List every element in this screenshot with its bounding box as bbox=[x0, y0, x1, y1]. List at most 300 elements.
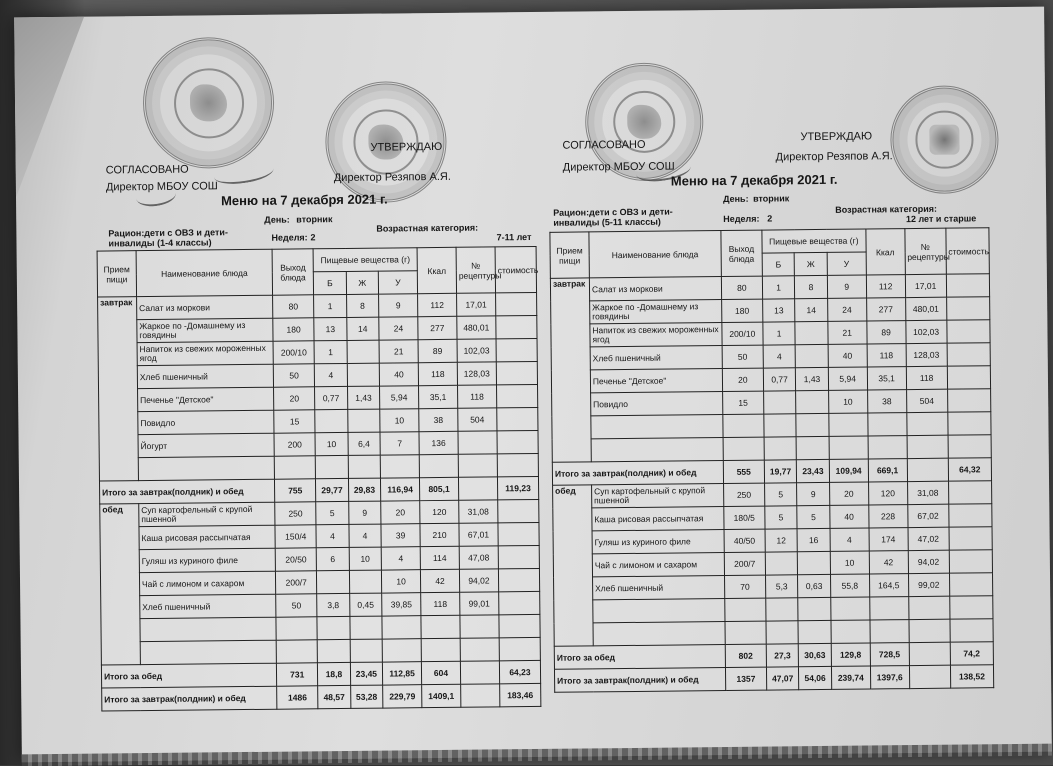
dish-name-cell: Хлеб пшеничный bbox=[590, 346, 722, 370]
week-value: 2 bbox=[767, 213, 773, 224]
total-label: Итого за обед bbox=[554, 645, 725, 670]
kcal-cell: 112 bbox=[866, 275, 905, 298]
col-header-cost: стоимость bbox=[946, 228, 990, 274]
recipe-cell bbox=[460, 661, 499, 684]
confirm-label: УТВЕРЖДАЮ bbox=[370, 140, 443, 154]
cost-cell bbox=[497, 407, 538, 430]
fat-cell bbox=[349, 570, 382, 593]
protein-cell: 1 bbox=[763, 322, 796, 345]
cost-cell bbox=[498, 522, 539, 545]
dish-name-cell: Повидло bbox=[138, 410, 274, 434]
fat-cell bbox=[347, 409, 380, 432]
protein-cell bbox=[315, 409, 348, 432]
protein-cell bbox=[315, 455, 348, 478]
recipe-cell bbox=[909, 665, 950, 688]
protein-cell: 4 bbox=[314, 363, 347, 386]
col-header-protein: Б bbox=[314, 271, 347, 294]
meal-section-label: завтрак bbox=[98, 297, 139, 481]
kcal-cell: 1397,6 bbox=[870, 666, 909, 689]
kcal-cell: 174 bbox=[869, 528, 908, 551]
yield-cell: 755 bbox=[275, 479, 316, 502]
kcal-cell bbox=[421, 638, 460, 661]
carb-cell: 40 bbox=[830, 505, 869, 528]
dish-name-cell: Жаркое по -Домашнему из говядины bbox=[137, 318, 273, 342]
kcal-cell: 277 bbox=[866, 298, 905, 321]
protein-cell bbox=[317, 616, 350, 639]
fat-cell: 54,06 bbox=[799, 666, 832, 689]
yield-cell: 180 bbox=[273, 318, 314, 341]
recipe-cell: 99,01 bbox=[460, 592, 499, 615]
carb-cell: 39,85 bbox=[382, 593, 421, 616]
cost-cell: 183,46 bbox=[499, 683, 540, 706]
recipe-cell: 17,01 bbox=[905, 274, 946, 297]
age-value: 12 лет и старше bbox=[905, 213, 977, 225]
yield-cell: 200/10 bbox=[722, 322, 763, 345]
col-header-carb: У bbox=[827, 252, 866, 275]
dish-name-cell: Йогурт bbox=[138, 433, 274, 457]
dish-name-cell: Жаркое по -Домашнему из говядины bbox=[590, 300, 722, 324]
fat-cell: 5 bbox=[797, 505, 830, 528]
recipe-cell: 94,02 bbox=[459, 569, 498, 592]
protein-cell bbox=[764, 414, 797, 437]
recipe-cell bbox=[461, 684, 500, 707]
dish-name-cell: Гуляш из куриного филе bbox=[139, 548, 275, 572]
confirm-by: Директор Резяпов А.Я. bbox=[775, 150, 893, 164]
yield-cell: 200/7 bbox=[724, 552, 765, 575]
fat-cell bbox=[347, 340, 380, 363]
recipe-cell: 47,08 bbox=[459, 546, 498, 569]
kcal-cell: 210 bbox=[420, 523, 459, 546]
kcal-cell: 228 bbox=[868, 505, 907, 528]
approved-by: Директор МБОУ СОШ bbox=[105, 180, 218, 194]
col-header-yield: Выход блюда bbox=[721, 230, 763, 276]
yield-cell: 802 bbox=[725, 644, 766, 667]
yield-cell bbox=[276, 617, 317, 640]
carb-cell: 10 bbox=[828, 390, 867, 413]
total-row bbox=[554, 665, 993, 693]
carb-cell bbox=[829, 436, 868, 459]
recipe-cell: 128,03 bbox=[906, 343, 947, 366]
recipe-cell: 99,02 bbox=[908, 573, 949, 596]
kcal-cell: 118 bbox=[418, 362, 457, 385]
protein-cell: 13 bbox=[314, 317, 347, 340]
dish-name-cell bbox=[138, 456, 274, 480]
recipe-cell bbox=[906, 412, 947, 435]
col-header-meal: Прием пищи bbox=[550, 232, 589, 278]
meal-section-label: завтрак bbox=[550, 278, 591, 462]
document-sheet bbox=[14, 7, 1052, 763]
yield-cell bbox=[723, 437, 764, 460]
protein-cell bbox=[766, 621, 799, 644]
col-header-kcal: Ккал bbox=[866, 229, 905, 275]
kcal-cell: 1409,1 bbox=[422, 684, 461, 707]
cost-cell bbox=[949, 527, 993, 550]
header-row bbox=[97, 246, 536, 274]
dish-name-cell: Печенье "Детское" bbox=[137, 387, 273, 411]
kcal-cell: 728,5 bbox=[870, 643, 909, 666]
age-value: 7-11 лет bbox=[496, 232, 532, 243]
cost-cell bbox=[498, 499, 539, 522]
cost-cell bbox=[946, 297, 990, 320]
protein-cell bbox=[763, 391, 796, 414]
cost-cell bbox=[496, 361, 537, 384]
carb-cell: 116,94 bbox=[381, 478, 420, 501]
protein-cell: 0,77 bbox=[315, 386, 348, 409]
carb-cell: 109,94 bbox=[829, 459, 868, 482]
protein-cell: 4 bbox=[763, 345, 796, 368]
yield-cell: 180 bbox=[721, 299, 762, 322]
protein-cell: 19,77 bbox=[764, 460, 797, 483]
ration-label: Рацион:дети с ОВЗ и дети-инвалиды (1-4 классы) bbox=[108, 227, 228, 249]
paper-fold bbox=[14, 17, 86, 198]
cost-cell bbox=[495, 292, 536, 315]
protein-cell: 5 bbox=[764, 483, 797, 506]
col-header-cost: стоимость bbox=[495, 246, 537, 292]
total-label: Итого за завтрак(полдник) и обед bbox=[552, 461, 723, 486]
total-label: Итого за завтрак(полдник) и обед bbox=[99, 479, 274, 504]
carb-cell bbox=[380, 455, 419, 478]
recipe-cell bbox=[458, 431, 497, 454]
yield-cell: 40/50 bbox=[724, 529, 765, 552]
kcal-cell: 35,1 bbox=[419, 385, 458, 408]
recipe-cell bbox=[907, 435, 948, 458]
cost-cell bbox=[946, 274, 990, 297]
day-label: День: bbox=[723, 193, 749, 204]
recipe-cell: 480,01 bbox=[457, 316, 496, 339]
cost-cell: 64,32 bbox=[948, 458, 992, 481]
protein-cell: 27,3 bbox=[766, 644, 799, 667]
kcal-cell: 38 bbox=[419, 408, 458, 431]
menu-table bbox=[97, 246, 542, 712]
yield-cell: 70 bbox=[724, 575, 765, 598]
dish-name-cell: Суп картофельный с крупой пшенной bbox=[139, 502, 275, 526]
kcal-cell bbox=[421, 615, 460, 638]
carb-cell: 20 bbox=[381, 501, 420, 524]
cost-cell bbox=[496, 315, 537, 338]
dish-name-cell: Напиток из свежих мороженных ягод bbox=[137, 341, 273, 365]
cost-cell bbox=[497, 453, 538, 476]
carb-cell: 20 bbox=[829, 482, 868, 505]
total-label: Итого за обед bbox=[101, 663, 276, 688]
kcal-cell: 118 bbox=[421, 592, 460, 615]
dish-name-cell: Гуляш из куриного филе bbox=[592, 530, 724, 554]
menu-title: Меню на 7 декабря 2021 г. bbox=[220, 191, 388, 209]
approved-label: СОГЛАСОВАНО bbox=[562, 138, 646, 152]
col-header-carb: У bbox=[378, 271, 417, 294]
week-value: 2 bbox=[310, 232, 316, 243]
recipe-cell: 128,03 bbox=[457, 362, 496, 385]
cost-cell bbox=[947, 366, 991, 389]
carb-cell: 55,8 bbox=[830, 574, 869, 597]
protein-cell: 10 bbox=[315, 432, 348, 455]
kcal-cell bbox=[868, 413, 907, 436]
col-header-meal: Прием пищи bbox=[97, 251, 136, 297]
recipe-cell: 94,02 bbox=[908, 550, 949, 573]
protein-cell: 13 bbox=[763, 299, 796, 322]
cost-cell bbox=[496, 384, 537, 407]
fat-cell: 10 bbox=[349, 547, 382, 570]
yield-cell: 15 bbox=[722, 391, 763, 414]
recipe-cell: 118 bbox=[457, 385, 496, 408]
cost-cell bbox=[947, 389, 991, 412]
carb-cell: 24 bbox=[379, 317, 418, 340]
col-header-kcal: Ккал bbox=[417, 247, 456, 293]
recipe-cell bbox=[458, 477, 497, 500]
carb-cell bbox=[382, 639, 421, 662]
kcal-cell: 89 bbox=[418, 339, 457, 362]
fat-cell bbox=[798, 620, 831, 643]
dish-name-cell bbox=[140, 640, 276, 664]
recipe-cell: 504 bbox=[458, 408, 497, 431]
cost-cell bbox=[499, 637, 540, 660]
carb-cell: 24 bbox=[827, 298, 866, 321]
recipe-cell bbox=[907, 458, 948, 481]
dish-name-cell: Каша рисовая рассыпчатая bbox=[139, 525, 275, 549]
fat-cell: 8 bbox=[795, 275, 828, 298]
week-label: Неделя: bbox=[271, 232, 308, 243]
approved-label: СОГЛАСОВАНО bbox=[105, 163, 189, 177]
protein-cell: 5 bbox=[316, 501, 349, 524]
protein-cell: 47,07 bbox=[766, 667, 799, 690]
ration-label: Рацион:дети с ОВЗ и дети-инвалиды (5-11 классы) bbox=[553, 206, 673, 228]
yield-cell: 555 bbox=[723, 460, 764, 483]
protein-cell bbox=[317, 570, 350, 593]
total-label: Итого за завтрак(полдник) и обед bbox=[554, 668, 725, 693]
kcal-cell: 120 bbox=[420, 500, 459, 523]
protein-cell: 1 bbox=[314, 294, 347, 317]
dish-name-cell: Чай с лимоном и сахаром bbox=[139, 571, 275, 595]
fat-cell bbox=[796, 436, 829, 459]
kcal-cell: 35,1 bbox=[867, 367, 906, 390]
fat-cell: 0,63 bbox=[798, 574, 831, 597]
yield-cell: 200/10 bbox=[273, 341, 314, 364]
carb-cell: 39 bbox=[381, 524, 420, 547]
dish-name-cell: Салат из моркови bbox=[589, 277, 721, 301]
yield-cell: 200/7 bbox=[276, 571, 317, 594]
yield-cell: 250 bbox=[723, 483, 764, 506]
fat-cell: 14 bbox=[795, 298, 828, 321]
cost-cell bbox=[947, 412, 991, 435]
dish-name-cell: Хлеб пшеничный bbox=[137, 364, 273, 388]
kcal-cell: 42 bbox=[869, 551, 908, 574]
kcal-cell: 42 bbox=[420, 569, 459, 592]
carb-cell: 40 bbox=[379, 363, 418, 386]
kcal-cell bbox=[869, 597, 908, 620]
cost-cell: 74,2 bbox=[950, 642, 994, 665]
carb-cell: 21 bbox=[828, 321, 867, 344]
director-seal-stamp bbox=[890, 85, 999, 194]
day-value: вторник bbox=[296, 214, 333, 225]
cost-cell bbox=[948, 435, 992, 458]
fat-cell bbox=[347, 363, 380, 386]
recipe-cell: 118 bbox=[906, 366, 947, 389]
recipe-cell: 102,03 bbox=[457, 339, 496, 362]
protein-cell: 18,8 bbox=[318, 662, 351, 685]
approved-by: Директор МБОУ СОШ bbox=[562, 160, 675, 174]
recipe-cell: 67,01 bbox=[459, 523, 498, 546]
protein-cell: 5 bbox=[765, 506, 798, 529]
dish-name-cell bbox=[593, 622, 725, 646]
confirm-by: Директор Резяпов А.Я. bbox=[333, 170, 451, 185]
fat-cell bbox=[350, 616, 383, 639]
kcal-cell: 114 bbox=[420, 546, 459, 569]
kcal-cell bbox=[419, 454, 458, 477]
yield-cell: 180/5 bbox=[724, 506, 765, 529]
yield-cell: 20 bbox=[722, 368, 763, 391]
kcal-cell: 669,1 bbox=[868, 459, 907, 482]
dish-name-cell bbox=[591, 438, 723, 462]
fat-cell bbox=[798, 551, 831, 574]
protein-cell: 0,77 bbox=[763, 368, 796, 391]
fat-cell bbox=[796, 413, 829, 436]
kcal-cell: 164,5 bbox=[869, 574, 908, 597]
kcal-cell: 604 bbox=[421, 661, 460, 684]
age-label: Возрастная категория: bbox=[835, 203, 938, 215]
protein-cell: 3,8 bbox=[317, 593, 350, 616]
yield-cell: 80 bbox=[273, 295, 314, 318]
dish-name-cell: Чай с лимоном и сахаром bbox=[592, 553, 724, 577]
recipe-cell bbox=[909, 619, 950, 642]
col-header-recipe: № рецептуры bbox=[904, 228, 946, 274]
recipe-cell: 480,01 bbox=[905, 297, 946, 320]
kcal-cell: 120 bbox=[868, 482, 907, 505]
menu-title: Меню на 7 декабря 2021 г. bbox=[670, 171, 838, 189]
fat-cell: 16 bbox=[797, 528, 830, 551]
yield-cell: 150/4 bbox=[275, 525, 316, 548]
protein-cell bbox=[766, 598, 799, 621]
dish-name-cell: Повидло bbox=[591, 392, 723, 416]
fat-cell: 4 bbox=[349, 524, 382, 547]
col-header-nutrients: Пищевые вещества (г) bbox=[313, 248, 417, 272]
fat-cell: 1,43 bbox=[347, 386, 380, 409]
cost-cell bbox=[947, 320, 991, 343]
fat-cell: 23,45 bbox=[350, 662, 383, 685]
cost-cell bbox=[499, 614, 540, 637]
kcal-cell: 118 bbox=[867, 344, 906, 367]
carb-cell: 129,8 bbox=[831, 643, 870, 666]
carb-cell: 9 bbox=[827, 275, 866, 298]
fat-cell: 6,4 bbox=[348, 432, 381, 455]
carb-cell: 112,85 bbox=[382, 662, 421, 685]
meal-section-label: обед bbox=[100, 504, 141, 665]
protein-cell: 5,3 bbox=[765, 575, 798, 598]
cost-cell bbox=[498, 568, 539, 591]
recipe-cell: 31,08 bbox=[459, 500, 498, 523]
cost-cell bbox=[950, 619, 994, 642]
total-label: Итого за завтрак(полдник) и обед bbox=[102, 686, 277, 711]
yield-cell: 20/50 bbox=[275, 548, 316, 571]
fat-cell: 9 bbox=[797, 482, 830, 505]
protein-cell: 29,77 bbox=[316, 478, 349, 501]
yield-cell: 50 bbox=[276, 594, 317, 617]
protein-cell: 6 bbox=[316, 547, 349, 570]
cost-cell: 138,52 bbox=[950, 665, 994, 688]
col-header-protein: Б bbox=[762, 253, 795, 276]
fat-cell: 30,63 bbox=[799, 643, 832, 666]
day-label: День: bbox=[264, 214, 290, 225]
dish-name-cell bbox=[593, 599, 725, 623]
protein-cell: 48,57 bbox=[318, 685, 351, 708]
kcal-cell bbox=[870, 620, 909, 643]
cost-cell bbox=[949, 550, 993, 573]
fat-cell: 1,43 bbox=[796, 367, 829, 390]
fat-cell: 9 bbox=[348, 501, 381, 524]
carb-cell: 10 bbox=[380, 409, 419, 432]
fat-cell: 8 bbox=[346, 294, 379, 317]
recipe-cell bbox=[908, 596, 949, 619]
carb-cell: 10 bbox=[381, 570, 420, 593]
fat-cell bbox=[795, 321, 828, 344]
carb-cell bbox=[829, 413, 868, 436]
dish-name-cell bbox=[140, 617, 276, 641]
yield-cell: 1357 bbox=[725, 667, 766, 690]
kcal-cell: 805,1 bbox=[419, 477, 458, 500]
carb-cell: 5,94 bbox=[380, 386, 419, 409]
recipe-cell: 504 bbox=[906, 389, 947, 412]
cost-cell bbox=[948, 481, 992, 504]
fat-cell: 0,45 bbox=[349, 593, 382, 616]
protein-cell: 12 bbox=[765, 529, 798, 552]
recipe-cell bbox=[460, 638, 499, 661]
recipe-cell bbox=[909, 642, 950, 665]
carb-cell: 229,79 bbox=[383, 685, 422, 708]
cost-cell: 64,23 bbox=[499, 660, 540, 683]
fat-cell bbox=[348, 455, 381, 478]
protein-cell bbox=[317, 639, 350, 662]
yield-cell bbox=[723, 414, 764, 437]
carb-cell: 239,74 bbox=[831, 666, 870, 689]
col-header-dish: Наименование блюда bbox=[136, 249, 273, 296]
fat-cell: 23,43 bbox=[797, 459, 830, 482]
dish-name-cell bbox=[591, 415, 723, 439]
yield-cell: 80 bbox=[721, 276, 762, 299]
total-row bbox=[102, 683, 541, 711]
kcal-cell: 277 bbox=[418, 316, 457, 339]
fat-cell: 29,83 bbox=[348, 478, 381, 501]
recipe-cell bbox=[460, 615, 499, 638]
col-header-dish: Наименование блюда bbox=[589, 231, 721, 278]
cost-cell bbox=[496, 338, 537, 361]
recipe-cell: 47,02 bbox=[908, 527, 949, 550]
yield-cell: 250 bbox=[275, 502, 316, 525]
dish-name-cell: Хлеб пшеничный bbox=[592, 576, 724, 600]
cost-cell bbox=[497, 430, 538, 453]
recipe-cell: 31,08 bbox=[907, 481, 948, 504]
fat-cell bbox=[796, 390, 829, 413]
protein-cell bbox=[765, 552, 798, 575]
kcal-cell: 89 bbox=[867, 321, 906, 344]
recipe-cell: 17,01 bbox=[456, 293, 495, 316]
kcal-cell: 38 bbox=[867, 390, 906, 413]
yield-cell: 15 bbox=[274, 410, 315, 433]
protein-cell: 1 bbox=[314, 340, 347, 363]
col-header-yield: Выход блюда bbox=[272, 249, 314, 295]
dish-name-cell: Напиток из свежих мороженных ягод bbox=[590, 323, 722, 347]
carb-cell: 40 bbox=[828, 344, 867, 367]
carb-cell: 4 bbox=[381, 547, 420, 570]
kcal-cell bbox=[868, 436, 907, 459]
dish-name-cell: Хлеб пшеничный bbox=[140, 594, 276, 618]
yield-cell: 20 bbox=[274, 387, 315, 410]
fat-cell bbox=[798, 597, 831, 620]
menu-table bbox=[549, 227, 994, 693]
recipe-cell: 67,02 bbox=[907, 504, 948, 527]
day-value: вторник bbox=[753, 193, 790, 204]
carb-cell: 10 bbox=[830, 551, 869, 574]
cost-cell bbox=[499, 591, 540, 614]
meal-section-label: обед bbox=[553, 485, 594, 646]
fat-cell: 14 bbox=[346, 317, 379, 340]
